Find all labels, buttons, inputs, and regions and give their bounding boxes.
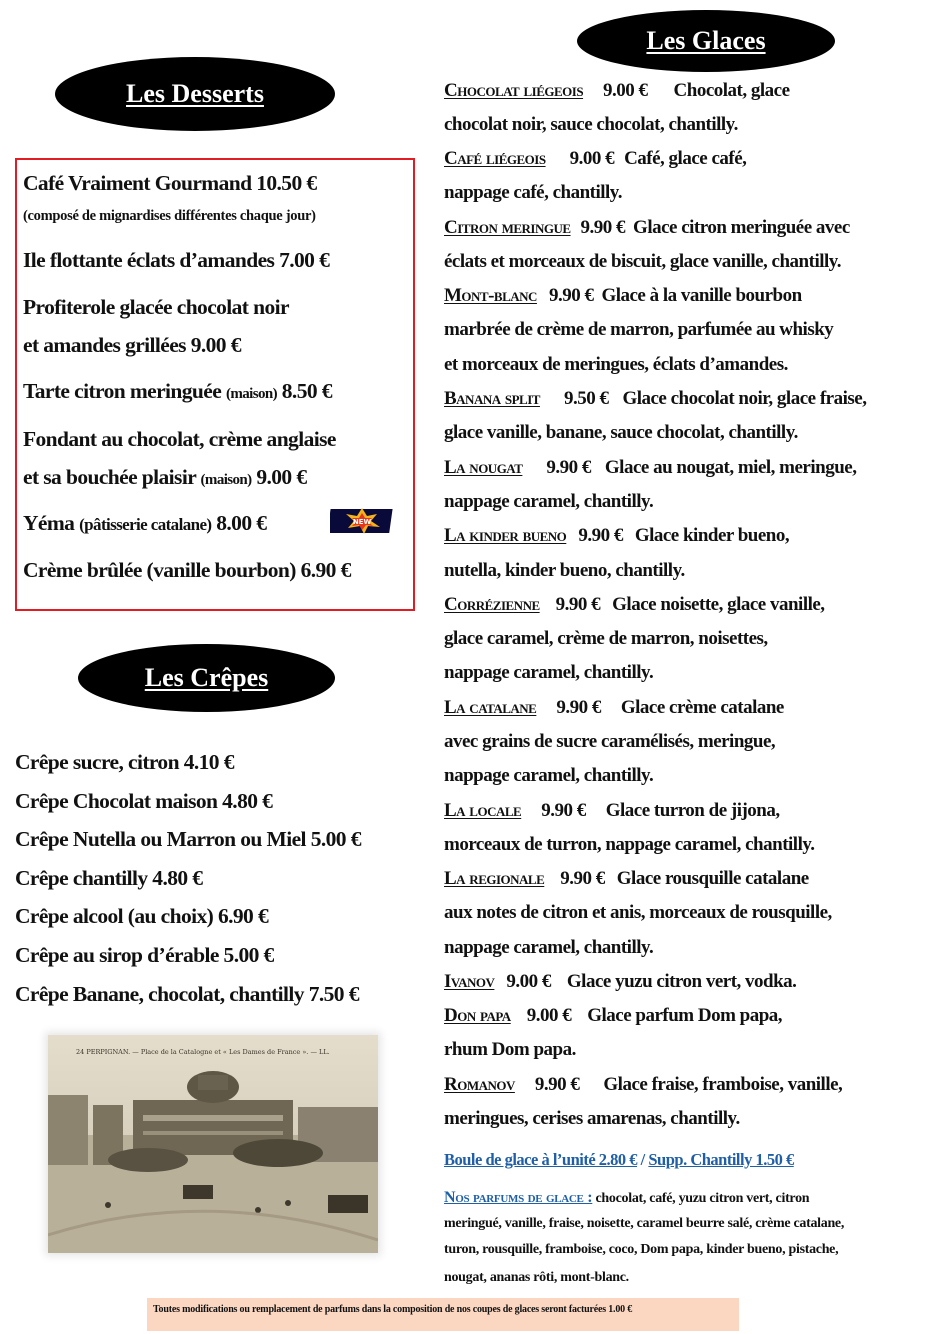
crepes-heading-text: Les Crêpes: [144, 663, 269, 692]
glace-price: 9.90 €: [578, 525, 623, 546]
glace-item-la-nougat: [444, 457, 856, 479]
extras-line: [444, 1150, 794, 1170]
glace-desc-line: aux notes de citron et anis, morceaux de rousquille,: [444, 902, 832, 923]
dessert-note: (composé de mignardises différentes chaque jour): [23, 208, 316, 224]
dessert-text: Crème brûlée (vanille bourbon) 6.90 €: [23, 558, 351, 582]
glace-name: Mont-blanc: [444, 285, 537, 306]
glace-item-la-locale: [444, 800, 780, 822]
glace-price: 9.90 €: [541, 800, 586, 821]
glace-name: La catalane: [444, 697, 537, 718]
glace-desc: Glace yuzu citron vert, vodka.: [566, 971, 797, 992]
glace-price: 9.90 €: [580, 217, 626, 238]
glace-desc: Glace crème catalane: [620, 697, 784, 718]
glace-item-la-catalane: [444, 697, 784, 719]
glace-desc: Glace parfum Dom papa,: [587, 1005, 783, 1026]
glace-item-la-kinder-bueno: [444, 525, 789, 547]
parfums-line: [444, 1189, 809, 1207]
desserts-heading-text: Les Desserts: [126, 79, 264, 108]
glace-desc: Glace rousquille catalane: [616, 868, 809, 889]
glace-name: La nougat: [444, 457, 523, 478]
glace-name: La regionale: [444, 868, 545, 889]
glace-item-chocolat-liegeois: [444, 80, 790, 102]
dessert-item: [23, 465, 307, 490]
glace-price: 9.00 €: [526, 1005, 572, 1026]
dessert-text: Café Vraiment Gourmand 10.50 €: [23, 171, 317, 195]
glace-desc-line: glace caramel, crème de marron, noisettes,: [444, 628, 768, 649]
dessert-note: (maison): [200, 472, 252, 488]
dessert-price: 8.50 €: [277, 379, 332, 403]
glaces-heading: [577, 10, 835, 72]
glace-item-cafe-liegeois: [444, 148, 746, 170]
dessert-item: [23, 427, 336, 452]
footer-note: Toutes modifications ou remplacement de parfums dans la composition de nos coupes de glaces seront facturées 1.00 €: [147, 1298, 739, 1331]
glace-price: 9.90 €: [555, 594, 601, 615]
glace-item-banana-split: [444, 388, 866, 410]
crepe-item: Crêpe au sirop d’érable 5.00 €: [15, 943, 274, 967]
crepe-item: Crêpe Chocolat maison 4.80 €: [15, 789, 273, 813]
glace-item-correzienne: [444, 594, 825, 616]
glace-price: 9.90 €: [546, 457, 591, 478]
glace-desc-line: nutella, kinder bueno, chantilly.: [444, 560, 685, 581]
dessert-note: (pâtisserie catalane): [79, 515, 212, 534]
dessert-item: [23, 248, 329, 273]
crepes-heading: [78, 644, 335, 712]
glace-price: 9.00 €: [603, 80, 648, 101]
parfums-text: chocolat, café, yuzu citron vert, citron: [595, 1191, 810, 1206]
dessert-text: Fondant au chocolat, crème anglaise: [23, 427, 336, 451]
crepe-item: Crêpe sucre, citron 4.10 €: [15, 750, 234, 774]
glace-name: Don papa: [444, 1005, 511, 1026]
glace-name: Banana split: [444, 388, 540, 409]
glace-desc: Glace au nougat, miel, meringue,: [604, 457, 857, 478]
dessert-item: [23, 511, 266, 536]
vintage-postcard-image: [48, 1035, 378, 1253]
glace-name: Café liégeois: [444, 148, 546, 169]
crepe-item: Crêpe Nutella ou Marron ou Miel 5.00 €: [15, 827, 361, 851]
parfums-line: nougat, ananas rôti, mont-blanc.: [444, 1270, 629, 1285]
glaces-heading-text: Les Glaces: [646, 26, 766, 55]
glace-price: 9.90 €: [548, 285, 594, 306]
dessert-item: [23, 171, 317, 196]
glace-name: Chocolat liégeois: [444, 80, 584, 101]
glace-desc: Glace kinder bueno,: [634, 525, 790, 546]
glace-name: Citron meringue: [444, 217, 571, 238]
glace-name: Romanov: [444, 1074, 515, 1095]
glace-desc: Glace turron de jijona,: [605, 800, 780, 821]
extras-separator: /: [637, 1150, 649, 1169]
glace-desc-line: nappage caramel, chantilly.: [444, 491, 654, 512]
glace-desc-line: morceaux de turron, nappage caramel, chantilly.: [444, 834, 815, 855]
dessert-text: Profiterole glacée chocolat noir: [23, 295, 289, 319]
glace-desc-line: avec grains de sucre caramélisés, meringue,: [444, 731, 776, 752]
glace-price: 9.90 €: [560, 868, 605, 889]
glace-desc-line: nappage caramel, chantilly.: [444, 765, 654, 786]
glace-price: 9.00 €: [569, 148, 615, 169]
postcard-caption: 24 PERPIGNAN. — Place de la Catalogne et « Les Dames de France ». — LL.: [76, 1048, 330, 1056]
postcard-illustration: [48, 1035, 378, 1253]
glace-desc: Glace chocolat noir, glace fraise,: [622, 388, 867, 409]
glace-desc-line: chocolat noir, sauce chocolat, chantilly.: [444, 114, 738, 135]
desserts-heading: [55, 57, 335, 131]
chantilly-price: Supp. Chantilly 1.50 €: [648, 1150, 794, 1169]
dessert-text: Yéma: [23, 511, 75, 535]
glace-item-mont-blanc: [444, 285, 802, 307]
glace-price: 9.90 €: [556, 697, 601, 718]
dessert-note: (maison): [225, 386, 277, 402]
glace-desc-line: rhum Dom papa.: [444, 1039, 576, 1060]
dessert-price: 9.00 €: [251, 465, 307, 489]
glace-item-la-regionale: [444, 868, 809, 890]
crepe-item: Crêpe chantilly 4.80 €: [15, 866, 203, 890]
dessert-item: [23, 558, 351, 583]
dessert-item: [23, 295, 289, 320]
glace-desc-line: nappage caramel, chantilly.: [444, 662, 654, 683]
glace-name: La kinder bueno: [444, 525, 567, 546]
dessert-item: [23, 333, 241, 358]
glace-desc: Glace fraise, framboise, vanille,: [603, 1074, 843, 1095]
glace-price: 9.90 €: [534, 1074, 580, 1095]
glace-desc-line: et morceaux de meringues, éclats d’amandes.: [444, 354, 788, 375]
crepe-item: Crêpe alcool (au choix) 6.90 €: [15, 904, 269, 928]
boule-price: Boule de glace à l’unité 2.80 €: [444, 1150, 638, 1169]
glace-item-ivanov: [444, 971, 796, 993]
glace-desc-line: nappage café, chantilly.: [444, 182, 623, 203]
glace-name: Ivanov: [444, 971, 495, 992]
parfums-line: meringué, vanille, fraise, noisette, caramel beurre salé, crème catalane,: [444, 1216, 845, 1231]
dessert-text: Tarte citron meringuée: [23, 379, 222, 403]
glace-price: 9.50 €: [563, 388, 609, 409]
glace-desc: Glace citron meringuée avec: [633, 217, 850, 238]
glace-item-romanov: [444, 1074, 842, 1096]
glace-desc-line: éclats et morceaux de biscuit, glace vanille, chantilly.: [444, 251, 841, 272]
new-badge-text: NEW: [352, 518, 372, 526]
parfums-title: Nos parfums de glace :: [444, 1189, 593, 1206]
dessert-price: 8.00 €: [211, 511, 267, 535]
dessert-text: et sa bouchée plaisir: [23, 465, 196, 489]
glace-name: Corrézienne: [444, 594, 540, 615]
glace-desc: Chocolat, glace: [673, 80, 790, 101]
parfums-line: turon, rousquille, framboise, coco, Dom papa, kinder bueno, pistache,: [444, 1242, 839, 1257]
glace-name: La locale: [444, 800, 522, 821]
glace-item-don-papa: [444, 1005, 782, 1027]
glace-item-citron-meringue: [444, 217, 850, 239]
dessert-text: et amandes grillées 9.00 €: [23, 333, 241, 357]
dessert-text: Ile flottante éclats d’amandes 7.00 €: [23, 248, 330, 272]
glace-desc-line: glace vanille, banane, sauce chocolat, chantilly.: [444, 422, 798, 443]
glace-price: 9.00 €: [506, 971, 551, 992]
glace-desc-line: nappage caramel, chantilly.: [444, 937, 654, 958]
glace-desc: Glace à la vanille bourbon: [601, 285, 802, 306]
glace-desc: Glace noisette, glace vanille,: [612, 594, 825, 615]
glace-desc-line: marbrée de crème de marron, parfumée au whisky: [444, 319, 834, 340]
glace-desc-line: meringues, cerises amarenas, chantilly.: [444, 1108, 740, 1129]
crepe-item: Crêpe Banane, chocolat, chantilly 7.50 €: [15, 982, 359, 1006]
glace-desc: Café, glace café,: [624, 148, 747, 169]
new-badge-icon: [330, 506, 394, 536]
dessert-item: [23, 379, 332, 404]
